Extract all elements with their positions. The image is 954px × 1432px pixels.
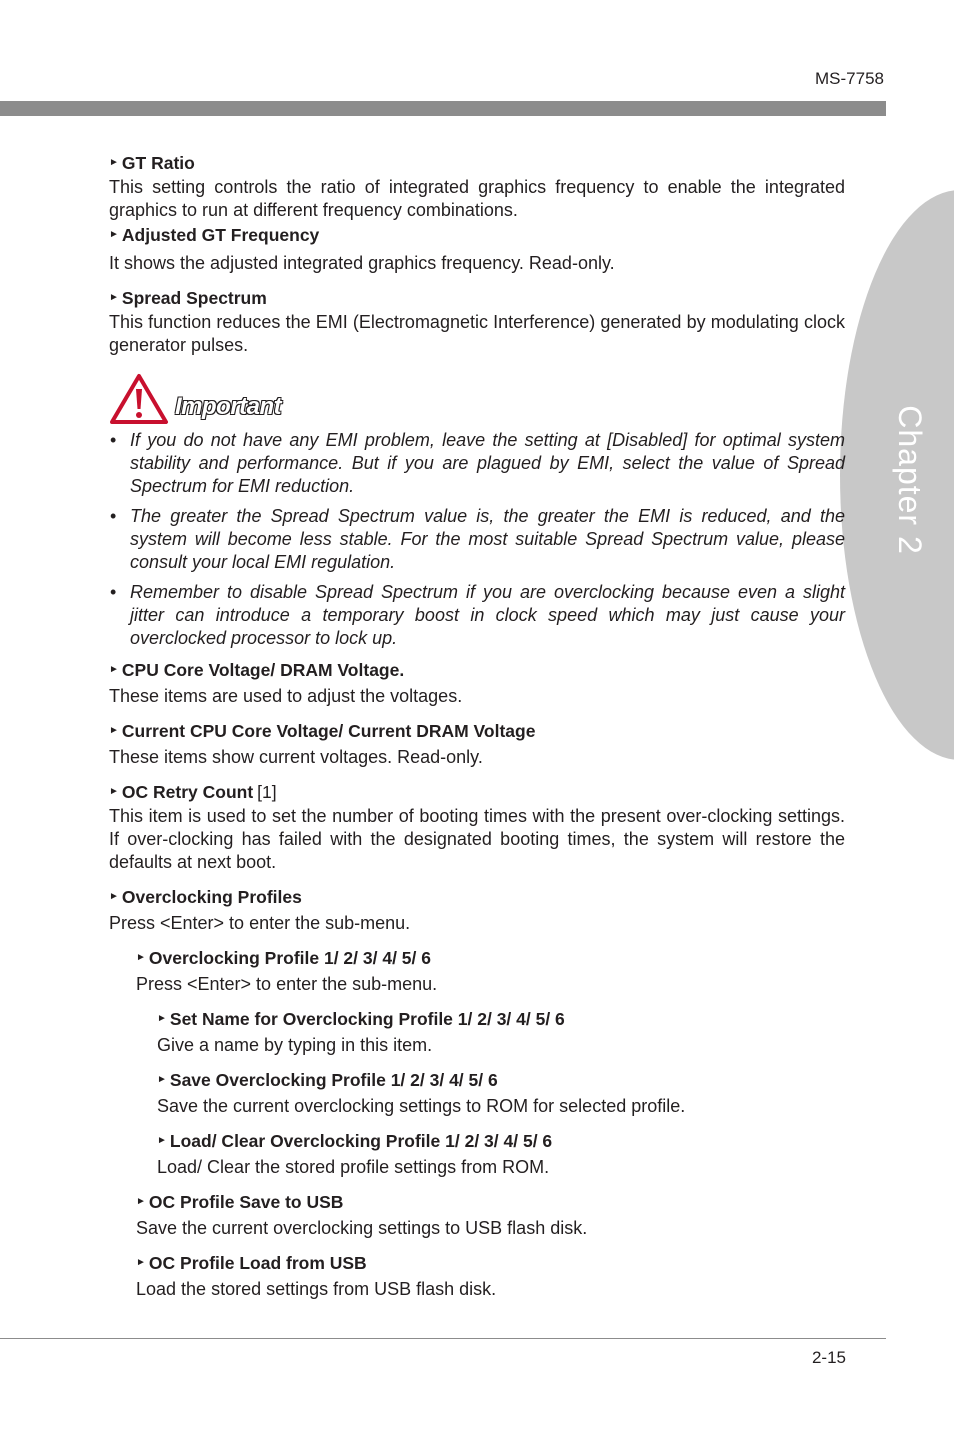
important-list (109, 429, 845, 650)
section-value: [1] (257, 782, 277, 802)
important-label: Important (175, 393, 282, 420)
section-title: OC Retry Count (121, 782, 254, 802)
warning-triangle-icon (109, 373, 169, 425)
list-item: • If you do not have any EMI problem, leave the setting at [Disabled] for optimal system stability and performance. But if you are plagued by EMI, select the value of Spread Spectrum for EMI reduction. (110, 430, 845, 496)
section-current-voltages (109, 718, 845, 769)
list-item: • The greater the Spread Spectrum value is, the greater the EMI is reduced, and the system will become less stable. For the most suitable Spread Spectrum value, please consult your local EMI regulation. (110, 506, 845, 572)
section-title: Overclocking Profile 1/ 2/ 3/ 4/ 5/ 6 (148, 948, 431, 968)
section-title: Save Overclocking Profile 1/ 2/ 3/ 4/ 5/ 6 (169, 1070, 498, 1090)
section-overclocking-profiles (109, 884, 845, 935)
footer-rule (0, 1338, 886, 1339)
section-save-profile (157, 1067, 845, 1118)
triangle-right-icon: ► (109, 229, 119, 240)
section-gt-ratio (109, 150, 845, 222)
section-desc: This item is used to set the number of booting times with the present over-clocking settings. If over-clocking has failed with the designated booting times, the system will restore the defaults at next boot. (109, 806, 845, 872)
section-desc: It shows the adjusted integrated graphics frequency. Read-only. (109, 253, 615, 273)
section-title: Set Name for Overclocking Profile 1/ 2/ 3/ 4/ 5/ 6 (169, 1009, 565, 1029)
section-desc: Press <Enter> to enter the sub-menu. (136, 974, 438, 994)
section-desc: These items are used to adjust the voltages. (109, 686, 463, 706)
triangle-right-icon: ► (136, 1257, 146, 1268)
section-desc: This function reduces the EMI (Electromagnetic Interference) generated by modulating clock generator pulses. (109, 312, 845, 355)
section-title: Current CPU Core Voltage/ Current DRAM Voltage (121, 721, 536, 741)
section-title: Overclocking Profiles (121, 887, 302, 907)
section-title: Spread Spectrum (121, 288, 267, 308)
triangle-right-icon: ► (109, 891, 119, 902)
section-save-to-usb (136, 1189, 845, 1240)
section-title: Load/ Clear Overclocking Profile 1/ 2/ 3/ 4/ 5/ 6 (169, 1131, 553, 1151)
section-desc: Press <Enter> to enter the sub-menu. (109, 913, 411, 933)
triangle-right-icon: ► (109, 292, 119, 303)
section-spread-spectrum (109, 285, 845, 357)
triangle-right-icon: ► (109, 725, 119, 736)
chapter-tab-label: Chapter 2 (892, 405, 928, 555)
section-adjusted-gt-frequency (109, 222, 845, 275)
section-load-clear-profile (157, 1128, 845, 1179)
triangle-right-icon: ► (109, 157, 119, 168)
section-desc: Save the current overclocking settings to ROM for selected profile. (157, 1096, 686, 1116)
section-set-name-profile (157, 1006, 845, 1057)
section-cpu-dram-voltage (109, 657, 845, 708)
model-number: MS-7758 (815, 69, 884, 88)
section-desc: This setting controls the ratio of integrated graphics frequency to enable the integrated graphics to run at different frequency combinations. (109, 177, 845, 220)
page-number: 2-15 (811, 1348, 846, 1367)
triangle-right-icon: ► (136, 952, 146, 963)
section-oc-retry-count (109, 779, 845, 874)
section-title: OC Profile Save to USB (148, 1192, 344, 1212)
triangle-right-icon: ► (157, 1135, 167, 1146)
triangle-right-icon: ► (136, 1196, 146, 1207)
triangle-right-icon: ► (157, 1013, 167, 1024)
triangle-right-icon: ► (109, 664, 119, 675)
page-content (109, 150, 845, 1301)
section-load-from-usb (136, 1250, 845, 1301)
triangle-right-icon: ► (157, 1074, 167, 1085)
section-title: CPU Core Voltage/ DRAM Voltage. (121, 660, 405, 680)
section-desc: Load the stored settings from USB flash disk. (136, 1279, 497, 1299)
section-overclocking-profile-n (136, 945, 845, 996)
section-desc: These items show current voltages. Read-only. (109, 747, 483, 767)
section-title: Adjusted GT Frequency (121, 225, 320, 245)
section-desc: Load/ Clear the stored profile settings from ROM. (157, 1157, 550, 1177)
section-title: GT Ratio (121, 153, 195, 173)
list-item: • Remember to disable Spread Spectrum if you are overclocking because even a slight jitter can introduce a temporary boost in clock speed which may just cause your overclocked processor to lock up. (110, 582, 845, 648)
triangle-right-icon: ► (109, 786, 119, 797)
header-bar (0, 101, 886, 116)
important-header (109, 373, 845, 429)
section-title: OC Profile Load from USB (148, 1253, 367, 1273)
section-desc: Save the current overclocking settings to USB flash disk. (136, 1218, 588, 1238)
section-desc: Give a name by typing in this item. (157, 1035, 433, 1055)
